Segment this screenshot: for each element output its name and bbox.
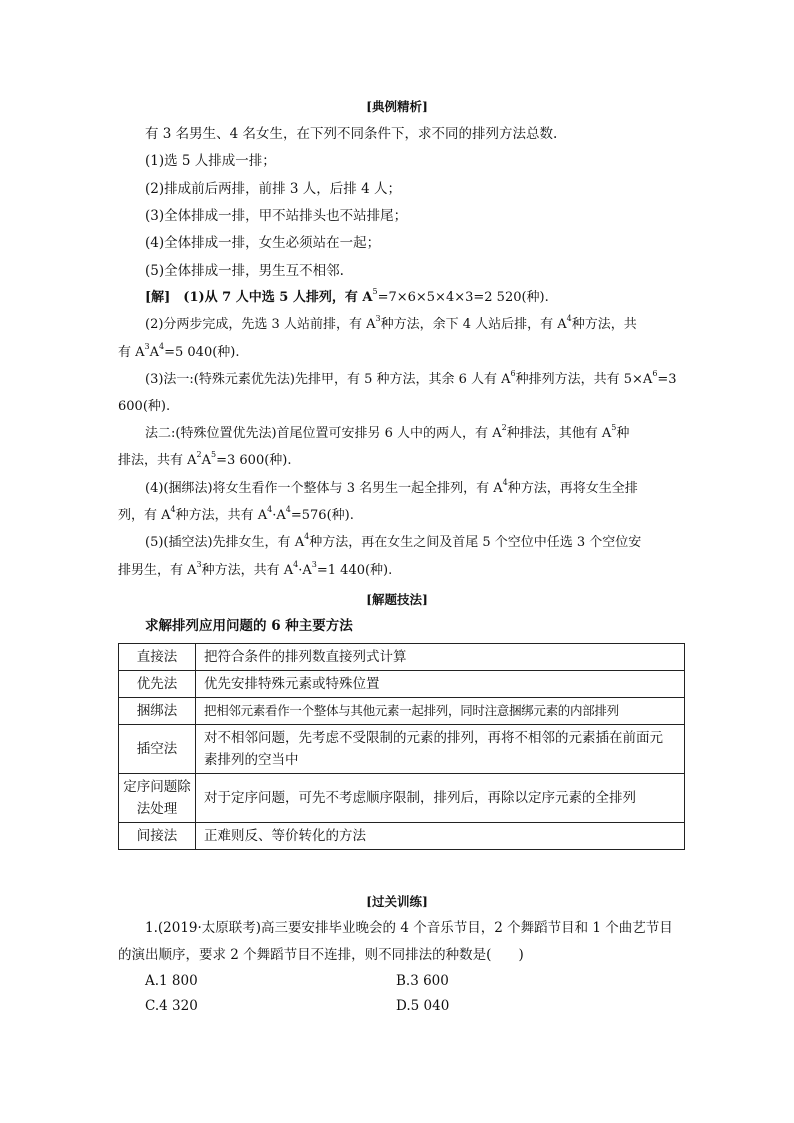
solution-text: (2)分两步完成，先选 3 人站前排，有 A	[145, 317, 376, 332]
solution-text: 种排列方法，共有 5×A	[515, 372, 653, 387]
solution-text: =5 040(种).	[164, 345, 240, 360]
superscript: 3	[375, 313, 381, 323]
solution-part-5-line-2	[118, 559, 393, 580]
solution-text: 种方法，共	[571, 317, 637, 332]
table-row	[119, 644, 685, 671]
condition-2: (2)排成前后两排，前排 3 人，后排 4 人；	[145, 181, 401, 197]
solution-text: 列，有 A	[118, 508, 171, 523]
solution-part-3b-line-1	[145, 422, 630, 443]
question-1-line-2: 的演出顺序，要求 2 个舞蹈节目不连排，则不同排法的种数是( )	[118, 947, 524, 963]
method-heading: [解题技法]	[366, 592, 428, 607]
superscript: 2	[196, 449, 202, 459]
solution-text: 种方法，再在女生之间及首尾 5 个空位中任选 3 个空位安	[309, 535, 642, 550]
superscript: 4	[267, 504, 273, 514]
solution-text: 种排法，其他有 A	[506, 426, 612, 441]
example-heading: [典例精析]	[366, 99, 428, 114]
method-description: 对于定序问题，可先不考虑顺序限制，排列后，再除以定序元素的全排列	[196, 774, 685, 823]
superscript: 6	[652, 368, 658, 378]
solution-text: (5)(插空法)先排女生，有 A	[145, 535, 305, 550]
method-description: 正难则反、等价转化的方法	[196, 823, 685, 850]
method-name: 间接法	[119, 823, 196, 850]
method-name: 直接法	[119, 644, 196, 671]
condition-3: (3)全体排成一排，甲不站排头也不站排尾；	[145, 208, 408, 224]
solution-text: =3	[657, 372, 677, 387]
solution-text: ·A	[272, 508, 286, 523]
solution-text: =3 600(种).	[216, 453, 292, 468]
superscript: 4	[293, 559, 299, 569]
solution-text: 种方法，余下 4 人站后排，有 A	[380, 317, 567, 332]
solution-text: (4)(捆绑法)将女生看作一个整体与 3 名男生一起全排列，有 A	[145, 481, 503, 496]
solution-text: 种方法，共有 A	[175, 508, 268, 523]
solution-part-3-line-1	[145, 368, 677, 389]
problem-statement: 有 3 名男生、4 名女生，在下列不同条件下，求不同的排列方法总数.	[145, 126, 558, 142]
superscript: 5	[372, 286, 378, 296]
solution-text: 种	[616, 426, 630, 441]
solution-part-3b-line-2	[118, 449, 292, 470]
solution-text: 排男生，有 A	[118, 563, 197, 578]
solution-text: 种方法，共有 A	[201, 563, 294, 578]
method-subheading: 求解排列应用问题的 6 种主要方法	[145, 618, 353, 634]
solution-text: A	[201, 453, 212, 468]
solution-text: (3)法一:(特殊元素优先法)先排甲，有 5 种方法，其余 6 人有 A	[145, 372, 511, 387]
table-row	[119, 671, 685, 698]
condition-1: (1)选 5 人排成一排；	[145, 153, 276, 169]
method-description: 对不相邻问题，先考虑不受限制的元素的排列，再将不相邻的元素插在前面元素排列的空当中	[196, 725, 685, 774]
solution-text: =576(种).	[290, 508, 354, 523]
solution-part-4-line-2	[118, 504, 354, 525]
superscript: 4	[566, 313, 572, 323]
solution-text: 有 A	[118, 345, 145, 360]
question-1-line-1: 1.(2019·太原联考)高三要安排毕业晚会的 4 个音乐节目，2 个舞蹈节目和 1 个曲艺节目	[145, 920, 673, 936]
option-d[interactable]: D.5 040	[396, 998, 450, 1014]
solution-part-2-line-2	[118, 341, 240, 362]
option-c[interactable]: C.4 320	[145, 998, 198, 1014]
table-row	[119, 823, 685, 850]
solution-text: ·A	[298, 563, 312, 578]
solution-text: [解] (1)从 7 人中选 5 人排列，有 A	[145, 290, 373, 305]
solution-part-1	[145, 286, 549, 307]
superscript: 3	[196, 559, 202, 569]
superscript: 4	[170, 504, 176, 514]
solution-part-4-line-1	[145, 477, 638, 498]
practice-heading: [过关训练]	[366, 894, 428, 909]
method-name: 插空法	[119, 725, 196, 774]
condition-4: (4)全体排成一排，女生必须站在一起；	[145, 235, 381, 251]
condition-5: (5)全体排成一排，男生互不相邻.	[145, 263, 344, 279]
superscript: 4	[304, 531, 310, 541]
solution-text: 排法，共有 A	[118, 453, 197, 468]
solution-text: =7×6×5×4×3=2 520(种).	[377, 290, 549, 305]
solution-part-5-line-1	[145, 531, 642, 552]
method-name: 定序问题除法处理	[119, 774, 196, 823]
method-description: 把符合条件的排列数直接列式计算	[196, 644, 685, 671]
superscript: 4	[502, 477, 508, 487]
superscript: 2	[501, 422, 507, 432]
solution-text: 种方法，再将女生全排	[507, 481, 638, 496]
table-row	[119, 698, 685, 725]
solution-text: =1 440(种).	[316, 563, 393, 578]
superscript: 4	[285, 504, 291, 514]
solution-part-3-line-2: 600(种).	[118, 399, 171, 414]
methods-table	[118, 643, 685, 850]
solution-part-2-line-1	[145, 313, 637, 334]
superscript: 3	[311, 559, 317, 569]
superscript: 4	[159, 341, 165, 351]
option-b[interactable]: B.3 600	[396, 973, 449, 989]
solution-text: A	[149, 345, 160, 360]
superscript: 3	[144, 341, 150, 351]
table-row	[119, 725, 685, 774]
method-name: 优先法	[119, 671, 196, 698]
option-a[interactable]: A.1 800	[145, 973, 198, 989]
method-description: 把相邻元素看作一个整体与其他元素一起排列，同时注意捆绑元素的内部排列	[196, 698, 685, 725]
solution-text: 法二:(特殊位置优先法)首尾位置可安排另 6 人中的两人，有 A	[145, 426, 502, 441]
superscript: 5	[611, 422, 617, 432]
superscript: 5	[211, 449, 217, 459]
method-name: 捆绑法	[119, 698, 196, 725]
table-row	[119, 774, 685, 823]
method-description: 优先安排特殊元素或特殊位置	[196, 671, 685, 698]
superscript: 6	[510, 368, 516, 378]
